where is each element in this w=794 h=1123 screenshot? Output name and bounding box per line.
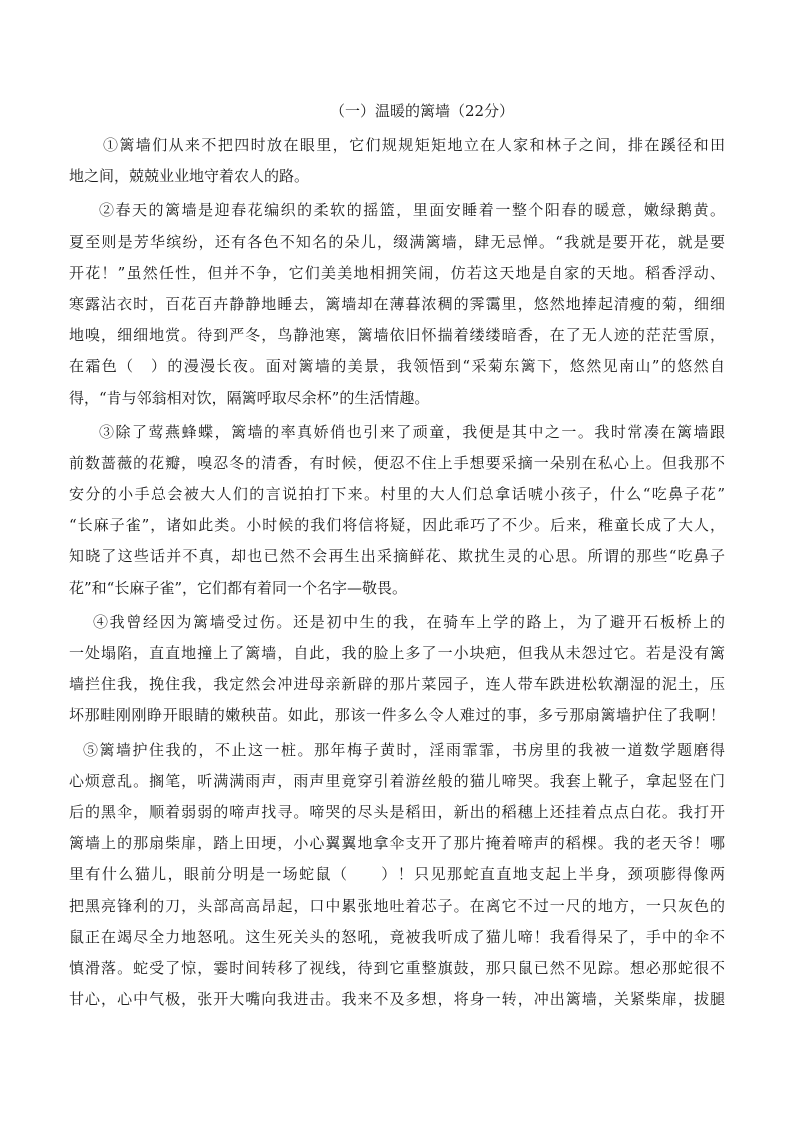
paragraph-1 [69, 130, 725, 192]
text-line: 坏那畦刚刚睁开眼睛的嫩秧苗。如此，那该一件多么令人难过的事，多亏那扇篱墙护住了我啊！ [69, 706, 725, 725]
text-line: 知晓了这些话并不真，却也已然不会再生出采摘鲜花、欺扰生灵的心思。所谓的那些“吃鼻子 [69, 547, 725, 566]
text-line: ①篱墙们从来不把四时放在眼里，它们规规矩矩地立在人家和林子之间，排在蹊径和田 [103, 136, 725, 154]
text-line: 花”和“长麻子雀”，它们都有着同一个名字—敬畏。 [69, 578, 408, 597]
text-line: 开花！”虽然任性，但并不争，它们美美地相拥笑闹，仿若这天地是自家的天地。稻香浮动、 [69, 263, 725, 282]
text-line: ④我曾经因为篱墙受过伤。还是初中生的我，在骑车上学的路上，为了避开石板桥上的 [93, 612, 725, 631]
text-line: 地之间，兢兢业业地守着农人的路。 [69, 167, 310, 186]
text-line: 鼠正在竭尽全力地怒吼。这生死关头的怒吼，竟被我听成了猫儿啼！我看得呆了，手中的伞不 [69, 927, 725, 946]
text-line: 里有什么猫儿，眼前分明是一场蛇鼠（ ）！只见那蛇直直地支起上半身，颈项膨得像两 [69, 865, 725, 884]
paragraph-2 [69, 195, 725, 413]
text-line: “长麻子雀”，诸如此类。小时候的我们将信将疑，因此乖巧了不少。后来，稚童长成了大人， [69, 516, 725, 535]
text-line: 甘心，心中气极，张开大嘴向我进击。我来不及多想，将身一转，冲出篱墙，关紧柴扉，拔腿 [69, 990, 725, 1009]
article-body [69, 130, 725, 1015]
text-line: 慎滑落。蛇受了惊，霎时间转移了视线，待到它重整旗鼓，那只鼠已然不见踪。想必那蛇很不 [69, 958, 725, 977]
text-line: 夏至则是芳华缤纷，还有各色不知名的朵儿，缀满篱墙，肆无忌惮。“我就是要开花，就是要 [69, 232, 725, 251]
text-line: 在霜色（ ）的漫漫长夜。面对篱墙的美景，我领悟到“采菊东篱下，悠然见南山”的悠然自 [69, 357, 725, 376]
section-title: （一）温暖的篱墙（22分） [329, 102, 515, 120]
paragraph-3 [69, 417, 725, 604]
paragraph-5 [69, 735, 725, 1016]
text-line: 把黑亮锋利的刀，头部高高昂起，口中累张地吐着芯子。在离它不过一尺的地方，一只灰色的 [69, 896, 725, 915]
text-line: 得，“肯与邻翁相对饮，隔篱呼取尽余杯”的生活情趣。 [69, 388, 430, 407]
text-line: 安分的小手总会被大人们的言说拍打下来。村里的大人们总拿话唬小孩子，什么“吃鼻子花” [69, 485, 725, 504]
text-line: 前数蔷薇的花瓣，嗅忍冬的清香，有时候，便忍不住上手想要采摘一朵别在私心上。但我那不 [69, 453, 725, 472]
text-line: ③除了莺燕蜂蝶，篱墙的率真娇俏也引来了顽童，我便是其中之一。我时常凑在篱墙跟 [99, 422, 725, 441]
text-line: ②春天的篱墙是迎春花编织的柔软的摇篮，里面安睡着一整个阳春的暖意，嫩绿鹅黄。 [99, 201, 725, 220]
text-line: 一处塌陷，直直地撞上了篱墙，自此，我的脸上多了一小块疤，但我从未怨过它。若是没有篱 [69, 644, 725, 662]
text-line: 篱墙上的那扇柴扉，踏上田埂，小心翼翼地拿伞支开了那片掩着啼声的稻棵。我的老天爷！哪 [69, 834, 725, 853]
text-line: 后的黑伞，顺着弱弱的啼声找寻。啼哭的尽头是稻田，新出的稻穗上还挂着点点白花。我打开 [69, 802, 725, 821]
text-line: 心烦意乱。搁笔，听满满雨声，雨声里竟穿引着游丝般的猫儿啼哭。我套上靴子，拿起竖在门 [69, 771, 725, 790]
text-line: 地嗅，细细地赏。待到严冬，鸟静池寒，篱墙依旧怀揣着缕缕暗香，在了无人迹的茫茫雪原， [69, 326, 725, 345]
paragraph-4 [69, 607, 725, 732]
text-line: ⑤篱墙护住我的，不止这一桩。那年梅子黄时，淫雨霏霏，书房里的我被一道数学题磨得 [83, 740, 725, 759]
text-line: 寒露沾衣时，百花百卉静静地睡去，篱墙却在薄暮浓稠的霁霭里，悠然地捧起清瘦的菊，细细 [69, 294, 725, 313]
text-line: 墙拦住我，挽住我，我定然会冲进母亲新辟的那片菜园子，连人带车跌进松软潮湿的泥土，压 [69, 675, 725, 694]
